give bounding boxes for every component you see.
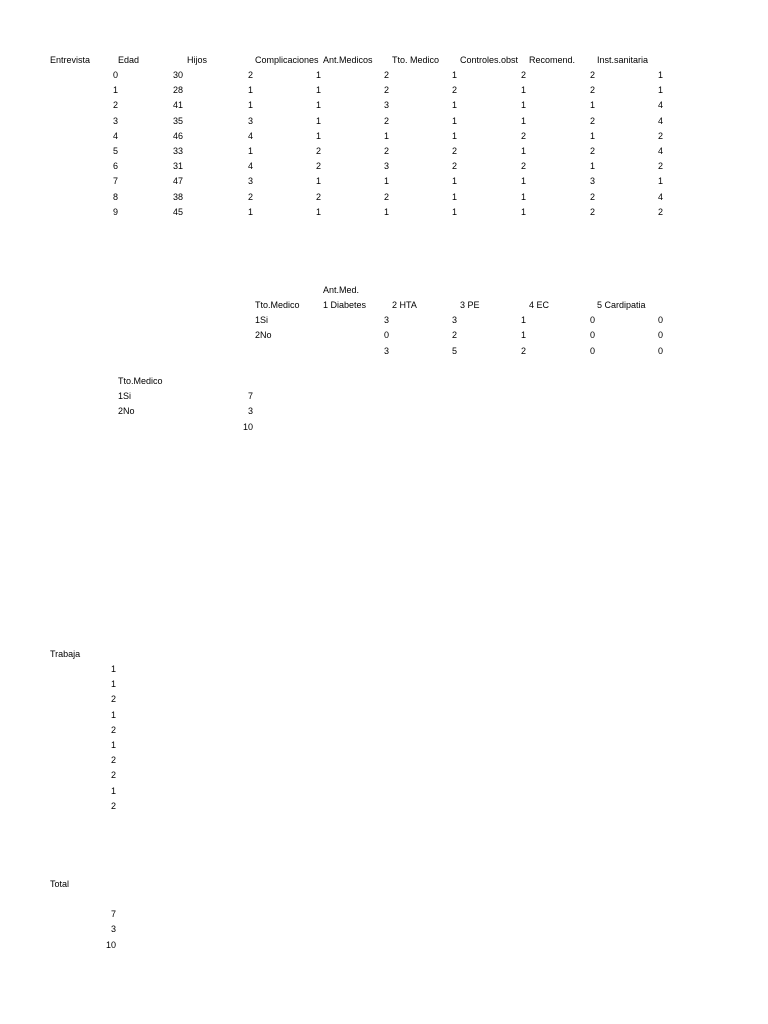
table-cell: 1 <box>520 191 526 202</box>
table-cell: 1 <box>657 85 663 96</box>
cross-table-cell: 5 <box>452 345 458 356</box>
table-cell: 2 <box>316 191 322 202</box>
table-cell: 4 <box>657 115 663 126</box>
table-cell: 2 <box>384 85 390 96</box>
trabaja-value: 1 <box>110 679 116 690</box>
table-cell: 2 <box>384 191 390 202</box>
table-cell: 4 <box>248 130 254 141</box>
table-cell: 1 <box>657 70 663 80</box>
cross-table-cell: 1 <box>520 330 526 341</box>
cross-table-cell: 2 <box>452 330 458 341</box>
trabaja-value: 1 <box>110 740 116 750</box>
cross-table-cell: 3 <box>384 315 390 325</box>
table-cell: 4 <box>657 100 663 111</box>
cross-table-header: 5 Cardipatia <box>597 300 646 310</box>
table-cell: 2 <box>657 206 663 217</box>
table-cell: 1 <box>452 176 458 187</box>
trabaja-value: 1 <box>110 785 116 796</box>
table-cell: 1 <box>520 176 526 187</box>
table-cell: 1 <box>384 130 390 141</box>
table-cell: 1 <box>452 191 458 202</box>
table-cell: 1 <box>316 176 322 187</box>
table-cell: 2 <box>384 115 390 126</box>
table-cell: 2 <box>657 161 663 172</box>
cross-table-cell: 1Si <box>255 315 269 325</box>
header-cell: Hijos <box>187 55 208 65</box>
total-value: 3 <box>110 924 116 935</box>
header-cell: Edad <box>118 55 140 65</box>
header-cell: Controles.obst <box>460 55 519 65</box>
trabaja-title: Trabaja <box>50 649 81 659</box>
table-cell: 2 <box>589 206 595 217</box>
table-cell: 4 <box>657 191 663 202</box>
tto-table-title: Tto.Medico <box>118 376 163 386</box>
table-cell: 2 <box>384 146 390 156</box>
table-cell: 1 <box>452 100 458 111</box>
trabaja-value: 2 <box>110 694 116 705</box>
table-cell: 3 <box>248 115 254 126</box>
total-value: 7 <box>110 909 116 919</box>
table-cell: 4 <box>248 161 254 172</box>
cross-table-cell: 2 <box>520 345 526 356</box>
table-cell: 1 <box>657 176 663 187</box>
cross-table-header: 4 EC <box>529 300 550 310</box>
table-cell: 1 <box>520 100 526 111</box>
table-cell: 2 <box>589 191 595 202</box>
table-cell: 38 <box>173 191 184 202</box>
header-cell: Recomend. <box>529 55 576 65</box>
header-cell: Tto. Medico <box>392 55 440 65</box>
cross-table-header: 3 PE <box>460 300 480 310</box>
header-cell: Entrevista <box>50 55 91 65</box>
table-cell: 1 <box>248 146 254 156</box>
cross-table-cell: 0 <box>589 345 595 356</box>
trabaja-value: 2 <box>110 800 116 811</box>
table-cell: 2 <box>589 85 595 96</box>
table-cell: 7 <box>113 176 119 187</box>
table-cell: 45 <box>173 206 184 217</box>
table-cell: 2 <box>316 146 322 156</box>
trabaja-value: 2 <box>110 770 116 781</box>
header-cell: Ant.Medicos <box>323 55 373 65</box>
cross-table-header: 2 HTA <box>392 300 417 310</box>
header-cell: Complicaciones <box>255 55 319 65</box>
table-cell: 1 <box>520 146 526 156</box>
cross-table-cell: 0 <box>657 315 663 325</box>
trabaja-value: 1 <box>110 664 116 674</box>
table-cell: 1 <box>316 100 322 111</box>
table-cell: 46 <box>173 130 184 141</box>
table-cell: 3 <box>113 115 119 126</box>
cross-table-cell: 1 <box>520 315 526 325</box>
table-cell: 28 <box>173 85 184 96</box>
table-cell: 1 <box>384 176 390 187</box>
table-cell: 1 <box>384 206 390 217</box>
cross-table-cell: 0 <box>589 315 595 325</box>
table-cell: 1 <box>520 206 526 217</box>
table-cell: 1 <box>113 85 119 96</box>
table-cell: 4 <box>113 130 119 141</box>
table-cell: 1 <box>248 85 254 96</box>
trabaja-value: 2 <box>110 755 116 766</box>
table-cell: 2 <box>589 70 595 80</box>
table-cell: 2 <box>589 115 595 126</box>
table-cell: 5 <box>113 146 119 156</box>
table-cell: 9 <box>113 206 119 217</box>
table-cell: 2 <box>520 161 526 172</box>
table-cell: 1 <box>452 115 458 126</box>
table-cell: 2 <box>520 130 526 141</box>
table-cell: 4 <box>657 146 663 156</box>
table-cell: 2 <box>520 70 526 80</box>
table-cell: 1 <box>316 115 322 126</box>
table-cell: 2 <box>316 161 322 172</box>
tto-table-value: 7 <box>247 391 253 401</box>
table-cell: 1 <box>316 85 322 96</box>
total-value: 10 <box>105 939 116 950</box>
table-cell: 2 <box>248 191 254 202</box>
table-cell: 1 <box>589 161 595 172</box>
table-cell: 3 <box>384 161 390 172</box>
table-cell: 1 <box>316 130 322 141</box>
table-cell: 8 <box>113 191 119 202</box>
trabaja-value: 1 <box>110 709 116 720</box>
table-cell: 1 <box>248 206 254 217</box>
total-title: Total <box>50 879 70 889</box>
table-cell: 0 <box>113 70 119 80</box>
table-cell: 2 <box>384 70 390 80</box>
tto-table-label: 2No <box>118 406 135 417</box>
table-cell: 2 <box>452 146 458 156</box>
cross-table-header: Tto.Medico <box>255 300 300 310</box>
cross-table-cell: 0 <box>657 330 663 341</box>
tto-table-value: 3 <box>247 406 253 417</box>
table-cell: 41 <box>173 100 184 111</box>
tto-table-value: 10 <box>242 421 253 432</box>
cross-table-cell: 3 <box>384 345 390 356</box>
table-cell: 30 <box>173 70 184 80</box>
table-cell: 2 <box>657 130 663 141</box>
cross-table-cell: 0 <box>589 330 595 341</box>
table-cell: 1 <box>452 206 458 217</box>
table-cell: 2 <box>248 70 254 80</box>
table-cell: 1 <box>452 70 458 80</box>
table-cell: 2 <box>452 161 458 172</box>
cross-table-cell: 0 <box>384 330 390 341</box>
table-cell: 3 <box>589 176 595 187</box>
header-cell: Inst.sanitaria <box>597 55 649 65</box>
table-cell: 6 <box>113 161 119 172</box>
cross-table-cell: 2No <box>255 330 272 341</box>
table-cell: 1 <box>316 206 322 217</box>
table-cell: 1 <box>520 115 526 126</box>
cross-table-cell: 0 <box>657 345 663 356</box>
cross-table-group-label: Ant.Med. <box>323 285 360 295</box>
table-cell: 33 <box>173 146 184 156</box>
table-cell: 1 <box>589 130 595 141</box>
cross-table-cell: 3 <box>452 315 458 325</box>
table-cell: 2 <box>589 146 595 156</box>
table-cell: 47 <box>173 176 184 187</box>
table-cell: 3 <box>248 176 254 187</box>
table-cell: 1 <box>520 85 526 96</box>
table-cell: 31 <box>173 161 184 172</box>
table-cell: 2 <box>113 100 119 111</box>
trabaja-value: 2 <box>110 724 116 735</box>
table-cell: 1 <box>248 100 254 111</box>
table-cell: 1 <box>589 100 595 111</box>
table-cell: 1 <box>316 70 322 80</box>
table-cell: 3 <box>384 100 390 111</box>
cross-table-header: 1 Diabetes <box>323 300 367 310</box>
tto-table-label: 1Si <box>118 391 132 401</box>
table-cell: 35 <box>173 115 184 126</box>
table-cell: 1 <box>452 130 458 141</box>
table-cell: 2 <box>452 85 458 96</box>
